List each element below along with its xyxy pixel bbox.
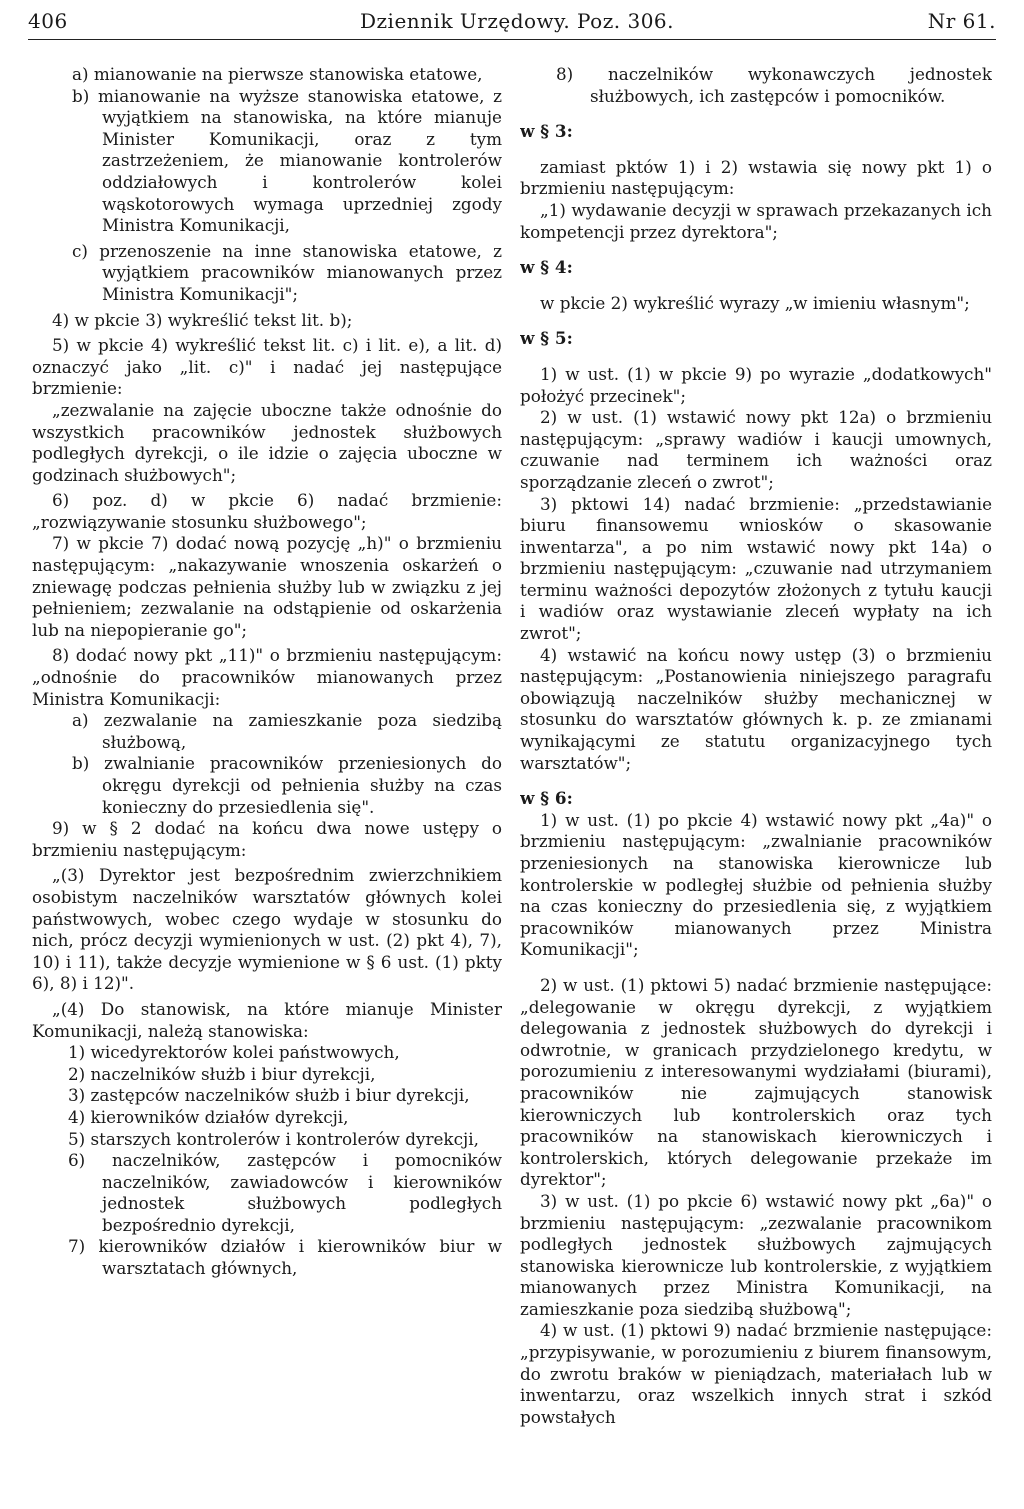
page-number: 406 xyxy=(28,9,68,33)
paragraph: w pkcie 2) wykreślić wyrazy „w imieniu własnym"; xyxy=(540,292,970,313)
paragraph: 8) dodać nowy pkt „11)" o brzmieniu następującym: „odnośnie do pracowników mianowanych przez Ministra Komunikacji: xyxy=(32,645,502,709)
paragraph: b) mianowanie na wyższe stanowiska etatowe, z wyjątkiem na stanowiska, na które mianuje Minister Komunikacji, oraz z tym zastrzeżeniem, że mianowanie kontrolerów oddziałowych i kontrolerów kolei wąskotorowych wymaga uprzedniej zgody Ministra Komunikacji, xyxy=(72,85,502,236)
paragraph: 2) w ust. (1) pktowi 5) nadać brzmienie następujące: „delegowanie w okręgu dyrekcji, z wyjątkiem delegowania z jednostek służbowych do dyrekcji i odwrotnie, w granicach przydzielonego kredytu, w porozumieniu z interesowanymi wydziałami (biurami), pracowników nie zajmujących stanowisk kierowniczych lub kontrolerskich oraz tych pracowników na stanowiskach kierowniczych i kontrolerskich, których delegowanie przekaże im dyrektor"; xyxy=(520,974,992,1190)
paragraph: a) zezwalanie na zamieszkanie poza siedzibą służbową, xyxy=(72,710,502,752)
paragraph: 4) wstawić na końcu nowy ustęp (3) o brzmieniu następującym: „Postanowienia niniejszego paragrafu obowiązują naczelników służby mechanicznej w stosunku do warsztatów głównych k. p. ze zmianami wynikającymi ze statutu organizacyjnego tych warsztatów"; xyxy=(520,644,992,773)
paragraph: c) przenoszenie na inne stanowiska etatowe, z wyjątkiem pracowników mianowanych przez Ministra Komunikacji"; xyxy=(72,240,502,304)
header-rule xyxy=(28,39,996,40)
section-heading: w § 6: xyxy=(520,788,573,809)
paragraph: 5) starszych kontrolerów i kontrolerów dyrekcji, xyxy=(68,1128,479,1149)
left-column xyxy=(32,64,502,1504)
paragraph: 7) kierowników działów i kierowników biur w warsztatach głównych, xyxy=(68,1236,502,1279)
page-header xyxy=(28,2,996,40)
paragraph: „1) wydawanie decyzji w sprawach przekazanych ich kompetencji przez dyrektora"; xyxy=(520,199,992,242)
paragraph: 5) w pkcie 4) wykreślić tekst lit. c) i lit. e), a lit. d) oznaczyć jako „lit. c)" i nadać jej następujące brzmienie: xyxy=(32,335,502,399)
section-heading: w § 4: xyxy=(520,257,573,278)
paragraph: 9) w § 2 dodać na końcu dwa nowe ustępy o brzmieniu następującym: xyxy=(32,818,502,860)
right-column xyxy=(520,64,992,1504)
paragraph: „(4) Do stanowisk, na które mianuje Minister Komunikacji, należą stanowiska: xyxy=(32,998,502,1041)
paragraph: 2) w ust. (1) wstawić nowy pkt 12a) o brzmieniu następującym: „sprawy wadiów i kaucji umownych, czuwanie nad terminem ich ważności oraz sporządzanie zleceń o zwrot"; xyxy=(520,407,992,492)
paragraph: b) zwalnianie pracowników przeniesionych do okręgu dyrekcji od pełnienia służby na czas konieczny do przesiedlenia się". xyxy=(72,753,502,817)
paragraph: 6) naczelników, zastępców i pomocników naczelników, zawiadowców i kierowników jednostek służbowych podległych bezpośrednio dyrekcji, xyxy=(68,1150,502,1235)
paragraph: 7) w pkcie 7) dodać nową pozycję „h)" o brzmieniu następującym: „nakazywanie wnoszenia oskarżeń o zniewagę podczas pełnienia służby lub w związku z jej pełnieniem; zezwalanie na odstąpienie od oskarżenia lub na niepopieranie go"; xyxy=(32,533,502,640)
paragraph: 2) naczelników służb i biur dyrekcji, xyxy=(68,1063,376,1084)
paragraph: 8) naczelników wykonawczych jednostek służbowych, ich zastępców i pomocników. xyxy=(556,64,992,106)
paragraph: 1) w ust. (1) w pkcie 9) po wyrazie „dodatkowych" położyć przecinek"; xyxy=(520,363,992,406)
paragraph: 1) wicedyrektorów kolei państwowych, xyxy=(68,1042,400,1063)
paragraph: „(3) Dyrektor jest bezpośrednim zwierzchnikiem osobistym naczelników warsztatów głównych kolei państwowych, wobec czego wydaje w stosunku do nich, prócz decyzji wymienionych w ust. (2) pkt 4), 7), 10) i 11), także decyzje wymienione w § 6 ust. (1) pkty 6), 8) i 12)". xyxy=(32,865,502,994)
paragraph: 3) zastępców naczelników służb i biur dyrekcji, xyxy=(68,1085,470,1106)
paragraph: „zezwalanie na zajęcie uboczne także odnośnie do wszystkich pracowników jednostek służbowych podległych dyrekcji, o ile idzie o zajęcia uboczne w godzinach służbowych"; xyxy=(32,399,502,485)
journal-title: Dziennik Urzędowy. Poz. 306. xyxy=(359,9,675,33)
section-heading: w § 3: xyxy=(520,121,573,142)
paragraph: a) mianowanie na pierwsze stanowiska etatowe, xyxy=(72,64,483,84)
paragraph: 3) pktowi 14) nadać brzmienie: „przedstawianie biuru finansowemu wniosków o skasowanie inwentarza", a po nim wstawić nowy pkt 14a) o brzmieniu następującym: „czuwanie nad utrzymaniem terminu ważności depozytów złożonych z tytułu kaucji i wadiów oraz wystawianie zleceń wypłaty na ich zwrot"; xyxy=(520,493,992,644)
issue-number: Nr 61. xyxy=(927,9,996,33)
paragraph: 3) w ust. (1) po pkcie 6) wstawić nowy pkt „6a)" o brzmieniu następującym: „zezwalanie pracownikom podległych jednostek służbowych zajmujących stanowiska kierownicze lub kontrolerskie, z wyjątkiem mianowanych przez Ministra Komunikacji, na zamieszkanie poza siedzibą służbową"; xyxy=(520,1190,992,1319)
paragraph: 4) kierowników działów dyrekcji, xyxy=(68,1106,349,1127)
section-heading: w § 5: xyxy=(520,328,573,349)
paragraph: 4) w ust. (1) pktowi 9) nadać brzmienie następujące: „przypisywanie, w porozumieniu z biurem finansowym, do zwrotu braków w pieniądzach, materiałach lub w inwentarzu, oraz wszelkich innych strat i szkód powstałych xyxy=(520,1320,992,1427)
paragraph: 1) w ust. (1) po pkcie 4) wstawić nowy pkt „4a)" o brzmieniu następującym: „zwalnianie pracowników przeniesionych na stanowiska kierownicze lub kontrolerskie w podległej służbie od pełnienia służby na czas konieczny do przesiedlenia się, z wyjątkiem pracowników mianowanych przez Ministra Komunikacji"; xyxy=(520,809,992,960)
paragraph: 4) w pkcie 3) wykreślić tekst lit. b); xyxy=(52,309,353,330)
paragraph: zamiast pktów 1) i 2) wstawia się nowy pkt 1) o brzmieniu następującym: xyxy=(520,156,992,199)
paragraph: 6) poz. d) w pkcie 6) nadać brzmienie: „rozwiązywanie stosunku służbowego"; xyxy=(32,490,502,532)
